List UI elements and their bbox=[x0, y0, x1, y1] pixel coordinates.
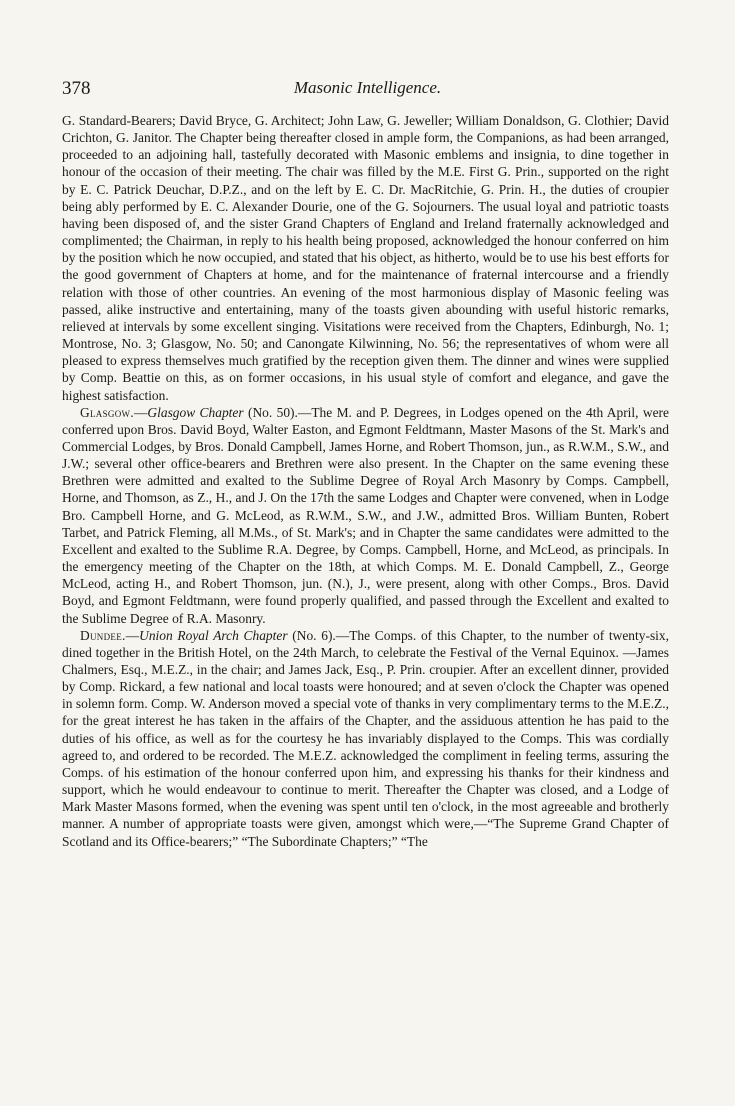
paragraph-chapter-dinner bbox=[62, 112, 669, 404]
lodge-name: Union Royal Arch Chapter bbox=[139, 627, 288, 643]
paragraph-text: (No. 6).—The Comps. of this Chapter, to the number of twenty-six, dined together in the British Hotel, on the 24th March, to celebrate the Festival of the Vernal Equinox. —James Chalmers, Esq., M.E.Z., in the chair; and James Jack, Esq., P. Prin. croupier. After an excellent dinner, provided by Comp. Rickard, a few national and local toasts were honoured; and at seven o'clock the Chapter was opened in solemn form. Comp. W. Anderson moved a special vote of thanks in very complimentary terms to the M.E.Z., for the great interest he has taken in the affairs of the Chapter, and the assiduous attention he has paid to the duties of his office, as well as for the courtesy he has invariably displayed to the Comps. This was cordially agreed to, and ordered to be recorded. The M.E.Z. acknowledged the compliment in feeling terms, assuring the Comps. of his estimation of the honour conferred upon him, and expressing his thanks for their kindness and support, which he would endeavour to continue to merit. Thereafter the Chapter was closed, and a Lodge of Mark Master Masons formed, when the evening was spent until ten o'clock, in the most agreeable and brotherly manner. A number of appropriate toasts were given, amongst which were,—“The Supreme Grand Chapter of Scotland and its Office-bearers;” “The Subordinate Chapters;” “The bbox=[62, 627, 669, 849]
paragraph-dundee: Dundee.—Union Royal Arch Chapter (No. 6).—The Comps. of this Chapter, to the number of twenty-six, dined together in the British Hotel, on the 24th March, to celebrate the Festival of the Vernal Equinox. —James Chalmers, Esq., M.E.Z., in the chair; and James Jack, Esq., P. Prin. croupier. After an excellent dinner, provided by Comp. Rickard, a few national and local toasts were honoured; and at seven o'clock the Chapter was opened in solemn form. Comp. W. Anderson moved a special vote of thanks in very complimentary terms to the M.E.Z., for the great interest he has taken in the affairs of the Chapter, and the assiduous attention he has paid to the duties of his office, as well as for the courtesy he has invariably displayed to the Comps. This was cordially agreed to, and ordered to be recorded. The M.E.Z. acknowledged the compliment in feeling terms, assuring the Comps. of his estimation of the honour conferred upon him, and expressing his thanks for their kindness and support, which he would endeavour to continue to merit. Thereafter the Chapter was closed, and a Lodge of Mark Master Masons formed, when the evening was spent until ten o'clock, in the most agreeable and brotherly manner. A number of appropriate toasts were given, amongst which were,—“The Supreme Grand Chapter of Scotland and its Office-bearers;” “The Subordinate Chapters;” “The bbox=[62, 627, 669, 849]
page-number: 378 bbox=[62, 78, 91, 99]
place-heading: Dundee. bbox=[80, 627, 126, 643]
paragraph-text: (No. 50).—The M. and P. Degrees, in Lodges opened on the 4th April, were conferred upon Bros. David Boyd, Walter Easton, and Egmont Feldtmann, Master Masons of the St. Mark's and Commercial Lodges, by Bros. Donald Campbell, James Horne, and Robert Thomson, jun., as R.W.M., S.W., and J.W.; several other office-bearers and Brethren were also present. In the Chapter on the same evening these Brethren were admitted and exalted to the Sublime Degree of Royal Arch Masonry by Comps. Campbell, Horne, and Thomson, as Z., H., and J. On the 17th the same Lodges and Chapter were convened, when in Lodge Bro. Campbell Horne, and G. McLeod, as R.W.M., S.W., and J.W., admitted Bros. William Bunten, Robert Tarbet, and Patrick Fleming, all M.Ms., of St. Mark's; and in Chapter the same candidates were admitted to the Excellent and exalted to the Sublime R.A. Degree, by Comps. Campbell, Horne, and McLeod, as principals. In the emergency meeting of the Chapter on the 18th, at which Comps. M. E. Donald Campbell, Z., George McLeod, acting H., and Robert Thomson, jun. (N.), J., were present, along with other Comps., Bros. David Boyd, and Egmont Feldtmann, were found properly qualified, and passed through the Excellent and exalted to the Sublime Degree of R.A. Masonry. bbox=[62, 404, 669, 626]
paragraph-text: G. Standard-Bearers; David Bryce, G. Architect; John Law, G. Jeweller; William Donaldson, G. Clothier; David Crichton, G. Janitor. The Chapter being thereafter closed in ample form, the Companions, as had been arranged, proceeded to an adjoining hall, tastefully decorated with Masonic emblems and insignia, to dine together in honour of the occasion of their meeting. The chair was filled by the M.E. First G. Prin., supported on the right by E. C. Patrick Deuchar, D.P.Z., and on the left by E. C. Dr. MacRitchie, G. Prin. H., the duties of croupier being ably performed by E. C. Alexander Dourie, one of the G. Sojourners. The usual loyal and patriotic toasts having been disposed of, and the sister Grand Chapters of England and Ireland fraternally acknowledged and complimented; the Chairman, in reply to his health being proposed, acknowledged the honour conferred on him by the position which he now occupied, and stated that his object, as hitherto, would be to use his best efforts for the good government of Chapters at home, and for the maintenance of fraternal intercourse and a friendly relation with those of other countries. An evening of the most harmonious display of Masonic feeling was passed, alike instructive and entertaining, many of the toasts given abounding with useful historic remarks, relieved at intervals by some excellent singing. Visitations were received from the Chapters, Edinburgh, No. 1; Montrose, No. 3; Glasgow, No. 50; and Canongate Kilwinning, No. 56; the representatives of whom were all pleased to express themselves much gratified by the reception given them. The dinner and wines were supplied by Comp. Beattie on this, as on former occasions, in his usual style of comfort and elegance, and gave the highest satisfaction. bbox=[62, 113, 669, 403]
running-title: Masonic Intelligence. bbox=[293, 78, 442, 97]
paragraph-glasgow: Glasgow.—Glasgow Chapter (No. 50).—The M. and P. Degrees, in Lodges opened on the 4th April, were conferred upon Bros. David Boyd, Walter Easton, and Egmont Feldtmann, Master Masons of the St. Mark's and Commercial Lodges, by Bros. Donald Campbell, James Horne, and Robert Thomson, jun., as R.W.M., S.W., and J.W.; several other office-bearers and Brethren were also present. In the Chapter on the same evening these Brethren were admitted and exalted to the Sublime Degree of Royal Arch Masonry by Comps. Campbell, Horne, and Thomson, as Z., H., and J. On the 17th the same Lodges and Chapter were convened, when in Lodge Bro. Campbell Horne, and G. McLeod, as R.W.M., S.W., and J.W., admitted Bros. William Bunten, Robert Tarbet, and Patrick Fleming, all M.Ms., of St. Mark's; and in Chapter the same candidates were admitted to the Excellent and exalted to the Sublime R.A. Degree, by Comps. Campbell, Horne, and McLeod, as principals. In the emergency meeting of the Chapter on the 18th, at which Comps. M. E. Donald Campbell, Z., George McLeod, acting H., and Robert Thomson, jun. (N.), J., were present, along with other Comps., Bros. David Boyd, and Egmont Feldtmann, were found properly qualified, and passed through the Excellent and exalted to the Sublime Degree of R.A. Masonry. bbox=[62, 404, 669, 626]
place-heading: Glasgow. bbox=[80, 404, 134, 420]
body-text bbox=[62, 112, 669, 850]
running-head bbox=[62, 78, 673, 102]
lodge-name: Glasgow Chapter bbox=[147, 404, 244, 420]
